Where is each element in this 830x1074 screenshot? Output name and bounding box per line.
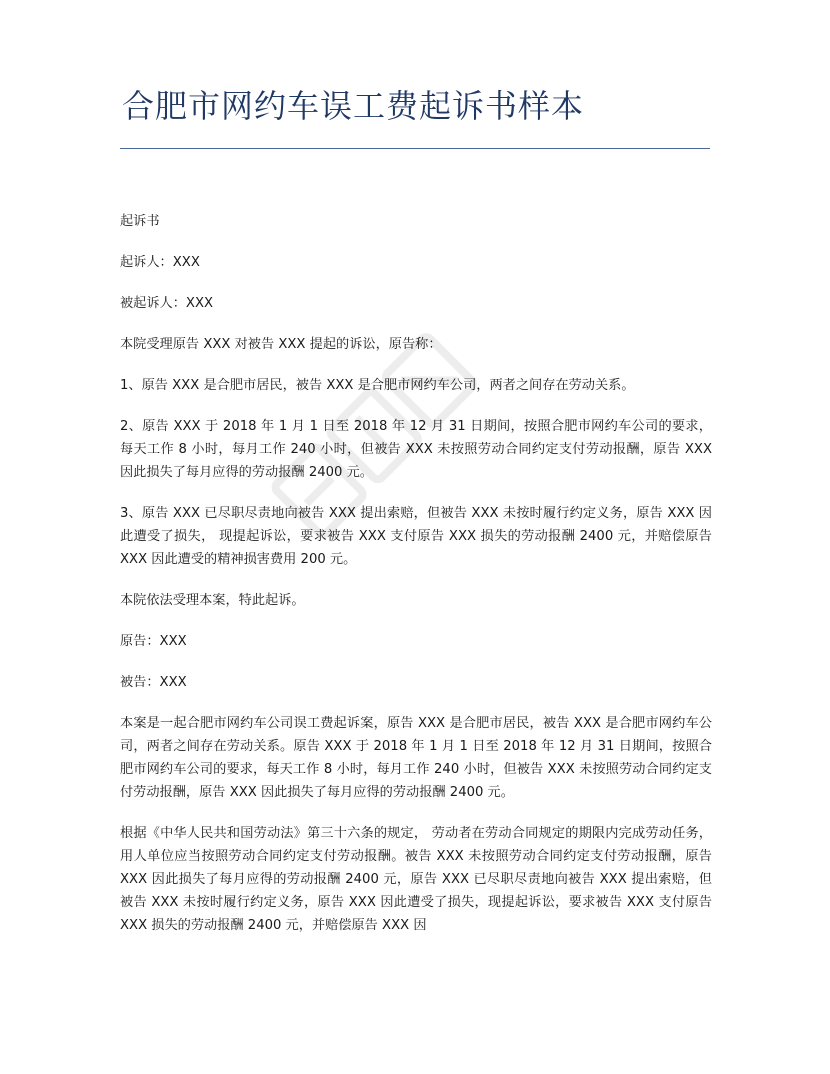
document-body	[120, 210, 712, 955]
defendant-signature-line: 被告：XXX	[120, 675, 187, 690]
heading-paragraph: 起诉书	[120, 214, 160, 229]
plaintiff-signature-line: 原告：XXX	[120, 634, 187, 649]
intro-paragraph: 本院受理原告 XXX 对被告 XXX 提起的诉讼，原告称：	[120, 337, 442, 352]
case-summary-paragraph: 本案是一起合肥市网约车公司误工费起诉案，原告 XXX 是合肥市居民，被告 XXX 是合肥市网约车公司，两者之间存在劳动关系。原告 XXX 于 2018 年 1 月 1 日至 2018 年 12 月 31 日期间，按照合肥市网约车公司的要求，每天工作 8 小时，每月工作 240 小时，但被告 XXX 未按照劳动合同约定支付劳动报酬，原告 XXX 因此损失了每月应得的劳动报酬 2400 元。	[120, 716, 712, 800]
acceptance-paragraph: 本院依法受理本案，特此起诉。	[120, 593, 305, 608]
legal-basis-paragraph: 根据《中华人民共和国劳动法》第三十六条的规定， 劳动者在劳动合同规定的期限内完成劳动任务，用人单位应当按照劳动合同约定支付劳动报酬。被告 XXX 未按照劳动合同约定支付劳动报酬，原告 XXX 因此损失了每月应得的劳动报酬 2400 元，原告 XXX 已尽职尽责地向被告 XXX 提出索赔，但被告 XXX 未按时履行约定义务，原告 XXX 因此遭受了损失，现提起诉讼，要求被告 XXX 支付原告 XXX 损失的劳动报酬 2400 元，并赔偿原告 XXX 因	[120, 826, 712, 933]
defendant-line: 被起诉人：XXX	[120, 296, 214, 311]
claim-paragraph-2: 2、原告 XXX 于 2018 年 1 月 1 日至 2018 年 12 月 31 日期间，按照合肥市网约车公司的要求，每天工作 8 小时，每月工作 240 小时，但被告 XXX 未按照劳动合同约定支付劳动报酬，原告 XXX 因此损失了每月应得的劳动报酬 2400 元。	[120, 419, 712, 480]
claim-paragraph-3: 3、原告 XXX 已尽职尽责地向被告 XXX 提出索赔，但被告 XXX 未按时履行约定义务，原告 XXX 因此遭受了损失， 现提起诉讼，要求被告 XXX 支付原告 XXX 损失的劳动报酬 2400 元，并赔偿原告 XXX 因此遭受的精神损害费用 200 元。	[120, 506, 712, 567]
plaintiff-line: 起诉人：XXX	[120, 255, 200, 270]
title-divider	[120, 148, 710, 149]
document-title: 合肥市网约车误工费起诉书样本	[122, 87, 585, 125]
claim-paragraph-1: 1、原告 XXX 是合肥市居民，被告 XXX 是合肥市网约车公司，两者之间存在劳动关系。	[120, 378, 635, 393]
